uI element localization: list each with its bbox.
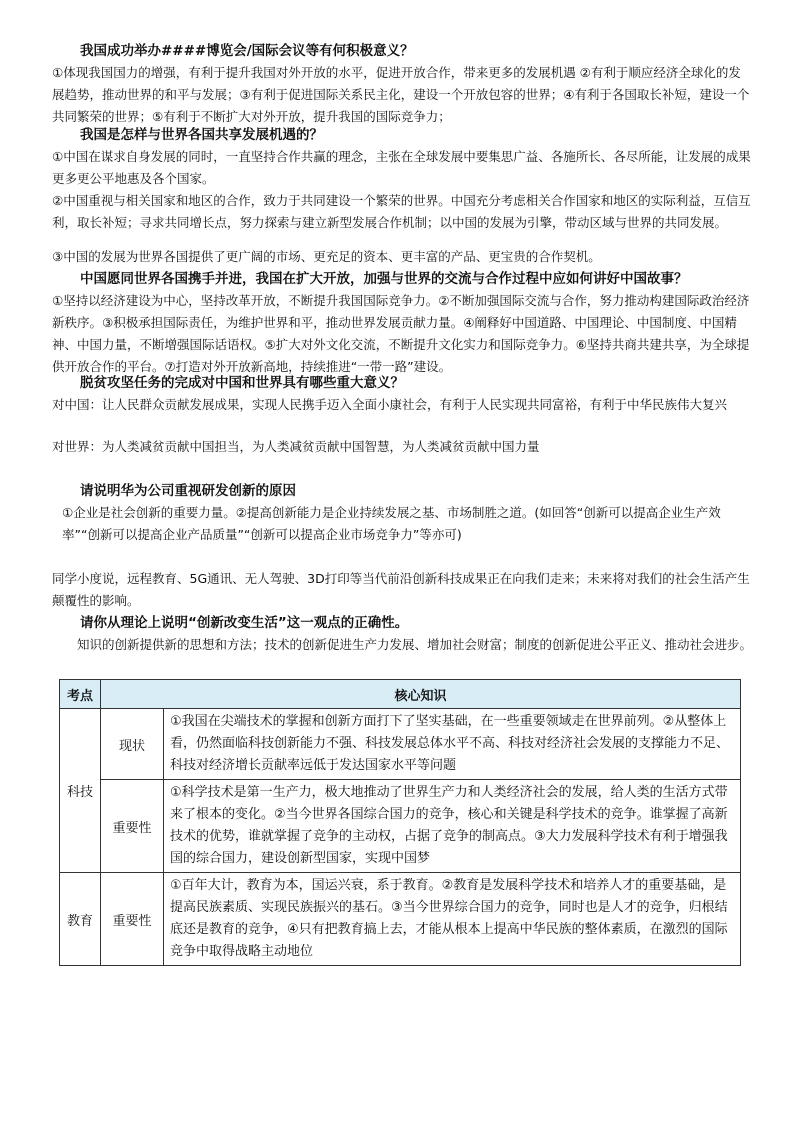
answer-share-1: ①中国在谋求自身发展的同时，一直坚持合作共赢的理念，主张在全球发展中要集思广益、各施所长、各尽所能，让发展的成果更多更公平地惠及各个国家。 (52, 149, 751, 186)
question-china-story: 中国愿同世界各国携手并进，我国在扩大开放，加强与世界的交流与合作过程中应如何讲好中国故事？ (80, 271, 688, 287)
table-row (60, 873, 741, 966)
table-row (60, 709, 741, 780)
content-tech-status: ①我国在尖端技术的掌握和创新方面打下了坚实基础，在一些重要领域走在世界前列。②从整体上看，仍然面临科技创新能力不强、科技发展总体水平不高、科技对经济社会发展的支撑能力不足、科技对经济增长贡献率远低于发达国家水平等问题 (164, 709, 741, 780)
knowledge-table (59, 679, 741, 966)
answer-poverty-world: 对世界：为人类减贫贡献中国担当，为人类减贫贡献中国智慧，为人类减贫贡献中国力量 (52, 439, 540, 454)
answer-huawei-innovation: ①企业是社会创新的重要力量。②提高创新能力是企业持续发展之基、市场制胜之道。(如回答“创新可以提高企业生产效率”“创新可以提高企业产品质量”“创新可以提高企业市场竞争力”等亦可) (62, 505, 721, 542)
answer-share-3: ③中国的发展为世界各国提供了更广阔的市场、更充足的资本、更丰富的产品、更宝贵的合作契机。 (52, 249, 601, 264)
table-row (60, 780, 741, 873)
header-point: 考点 (60, 680, 101, 709)
answer-poverty-china: 对中国：让人民群众贡献发展成果，实现人民携手迈入全面小康社会，有利于人民实现共同富裕，有利于中华民族伟大复兴 (52, 397, 728, 412)
table-header-row (60, 680, 741, 709)
question-huawei-innovation: 请说明华为公司重视研发创新的原因 (80, 483, 296, 499)
topic-education: 教育 (60, 873, 101, 966)
answer-expo-significance: ①体现我国国力的增强，有利于提升我国对外开放的水平，促进开放合作，带来更多的发展机遇 ②有利于顺应经济全球化的发展趋势，推动世界的和平与发展；③有利于促进国际关系民主化，建设一个开放包容的世界；④有利于各国取长补短，建设一个共同繁荣的世界；⑤有利于不断扩大对外开放，提升我国的国际竞争力； (52, 65, 750, 124)
answer-share-2: ②中国重视与相关国家和地区的合作，致力于共同建设一个繁荣的世界。中国充分考虑相关合作国家和地区的实际利益，互信互利，取长补短；寻求共同增长点，努力探索与建立新型发展合作机制；以中国的发展为引擎，带动区域与世界的共同发展。 (52, 193, 751, 230)
answer-innovation-life: 知识的创新提供新的思想和方法；技术的创新促进生产力发展、增加社会财富；制度的创新促进公平正义、推动社会进步。 (77, 637, 753, 652)
question-poverty-alleviation: 脱贫攻坚任务的完成对中国和世界具有哪些重大意义？ (80, 375, 404, 391)
header-knowledge: 核心知识 (101, 680, 741, 709)
tech-statement: 同学小度说，远程教育、5G通讯、无人驾驶、3D打印等当代前沿创新科技成果正在向我们走来；未来将对我们的社会生活产生颠覆性的影响。 (52, 571, 750, 608)
aspect-status: 现状 (101, 709, 164, 780)
question-innovation-life: 请你从理论上说明“创新改变生活”这一观点的正确性。 (80, 615, 409, 631)
question-expo-significance: 我国成功举办####博览会/国际会议等有何积极意义？ (80, 43, 414, 59)
content-education-importance: ①百年大计，教育为本，国运兴衰，系于教育。②教育是发展科学技术和培养人才的重要基础，是提高民族素质、实现民族振兴的基石。③当今世界综合国力的竞争，同时也是人才的竞争，归根结底还是教育的竞争，④只有把教育搞上去，才能从根本上提高中华民族的整体素质，在激烈的国际竞争中取得战略主动地位 (164, 873, 741, 966)
answer-china-story: ①坚持以经济建设为中心，坚持改革开放，不断提升我国国际竞争力。②不断加强国际交流与合作，努力推动构建国际政治经济新秩序。③积极承担国际责任，为维护世界和平，推动世界发展贡献力量。④阐释好中国道路、中国理论、中国制度、中国精神、中国力量，不断增强国际话语权。⑤扩大对外文化交流，不断提升文化实力和国际竞争力。⑥坚持共商共建共享，为全球提供开放合作的平台。⑦打造对外开放新高地，持续推进“一带一路”建设。 (52, 293, 750, 374)
content-tech-importance: ①科学技术是第一生产力，极大地推动了世界生产力和人类经济社会的发展，给人类的生活方式带来了根本的变化。②当今世界各国综合国力的竞争，核心和关键是科学技术的竞争。谁掌握了高新技术的优势，谁就掌握了竞争的主动权，占据了竞争的制高点。③大力发展科学技术有利于增强我国的综合国力，建设创新型国家，实现中国梦 (164, 780, 741, 873)
topic-technology: 科技 (60, 709, 101, 873)
aspect-importance: 重要性 (101, 780, 164, 873)
question-share-opportunities: 我国是怎样与世界各国共享发展机遇的？ (80, 127, 323, 143)
aspect-importance: 重要性 (101, 873, 164, 966)
